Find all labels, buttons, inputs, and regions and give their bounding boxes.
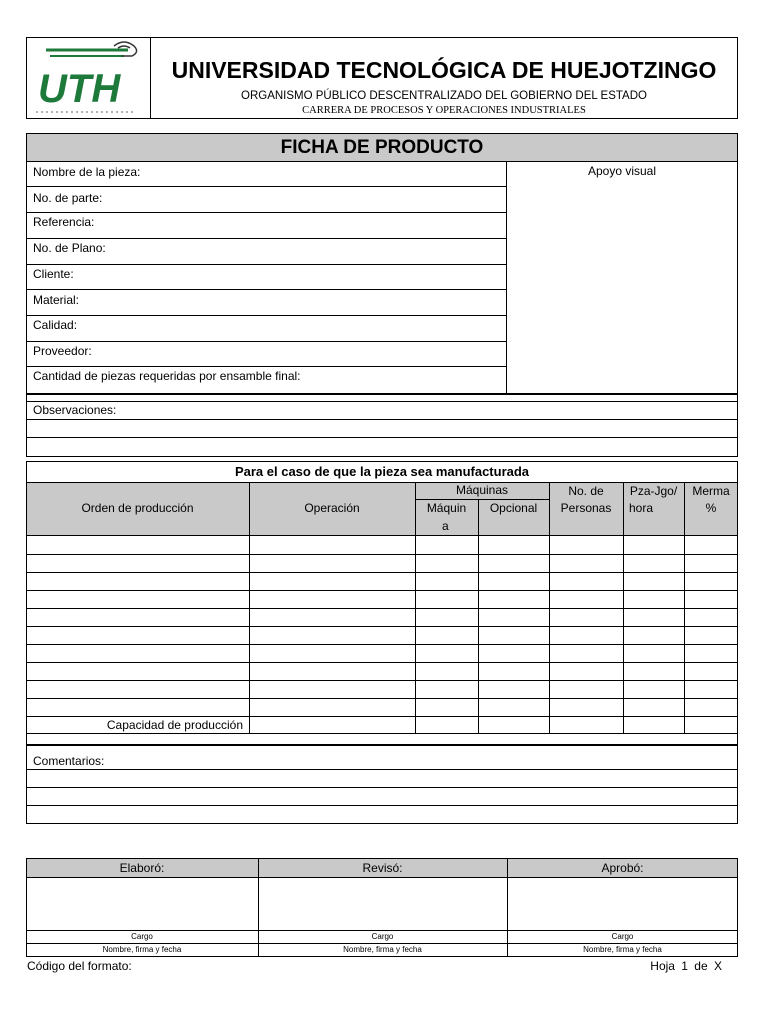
aprobo-nombre: Nombre, firma y fecha: [583, 945, 662, 954]
visual-divider: [506, 161, 507, 394]
page-indicator: Hoja 1 de X: [650, 959, 722, 973]
production-table-body: [26, 536, 738, 734]
col-maquina-1: Máquin: [426, 501, 467, 515]
manufacture-title: Para el caso de que la pieza sea manufacturada: [234, 464, 530, 479]
field-nombre-pieza[interactable]: Nombre de la pieza:: [33, 165, 141, 179]
col-merma-2: %: [705, 501, 717, 515]
elaboro-signature-area[interactable]: [27, 878, 257, 929]
career-line: CARRERA DE PROCESOS Y OPERACIONES INDUSTRIALES: [302, 105, 586, 116]
col-personas-2: Personas: [560, 501, 612, 515]
visual-support-label: Apoyo visual: [587, 164, 657, 178]
capacity-label: Capacidad de producción: [106, 718, 243, 732]
col-pza-2: hora: [629, 501, 654, 515]
elaboro-cargo: Cargo: [131, 932, 153, 941]
field-no-parte[interactable]: No. de parte:: [33, 191, 103, 205]
field-material[interactable]: Material:: [33, 293, 80, 307]
logo-text: UTH: [38, 67, 121, 111]
reviso-nombre: Nombre, firma y fecha: [343, 945, 422, 954]
col-maquinas: Máquinas: [455, 483, 509, 497]
col-personas-1: No. de: [568, 484, 604, 498]
field-proveedor[interactable]: Proveedor:: [33, 344, 92, 358]
reviso-signature-area[interactable]: [259, 878, 506, 929]
elaboro-nombre: Nombre, firma y fecha: [102, 945, 182, 954]
field-calidad[interactable]: Calidad:: [33, 318, 78, 332]
elaboro-label: Elaboró:: [119, 861, 165, 875]
university-logo: [32, 40, 144, 116]
university-name: UNIVERSIDAD TECNOLÓGICA DE HUEJOTZINGO: [171, 57, 717, 83]
aprobo-cargo: Cargo: [611, 932, 634, 941]
comments-label[interactable]: Comentarios:: [33, 754, 105, 768]
aprobo-signature-area[interactable]: [508, 878, 737, 929]
aprobo-label: Aprobó:: [601, 861, 644, 875]
field-no-plano[interactable]: No. de Plano:: [33, 241, 106, 255]
col-operacion: Operación: [304, 501, 360, 515]
field-cliente[interactable]: Cliente:: [33, 267, 74, 281]
col-maquina-2: a: [442, 519, 449, 533]
format-code-label: Código del formato:: [27, 959, 132, 973]
observations-label[interactable]: Observaciones:: [33, 403, 117, 417]
col-orden-produccion: Orden de producción: [81, 501, 194, 515]
reviso-label: Revisó:: [362, 861, 403, 875]
organization-line: ORGANISMO PÚBLICO DESCENTRALIZADO DEL GOBIERNO DEL ESTADO: [241, 90, 647, 102]
form-title: FICHA DE PRODUCTO: [26, 133, 738, 162]
col-merma-1: Merma: [692, 484, 730, 498]
col-opcional: Opcional: [489, 501, 538, 515]
field-cantidad-piezas[interactable]: Cantidad de piezas requeridas por ensamble final:: [33, 369, 301, 383]
field-referencia[interactable]: Referencia:: [33, 215, 95, 229]
col-pza-1: Pza-Jgo/: [629, 484, 678, 498]
reviso-cargo: Cargo: [371, 932, 394, 941]
